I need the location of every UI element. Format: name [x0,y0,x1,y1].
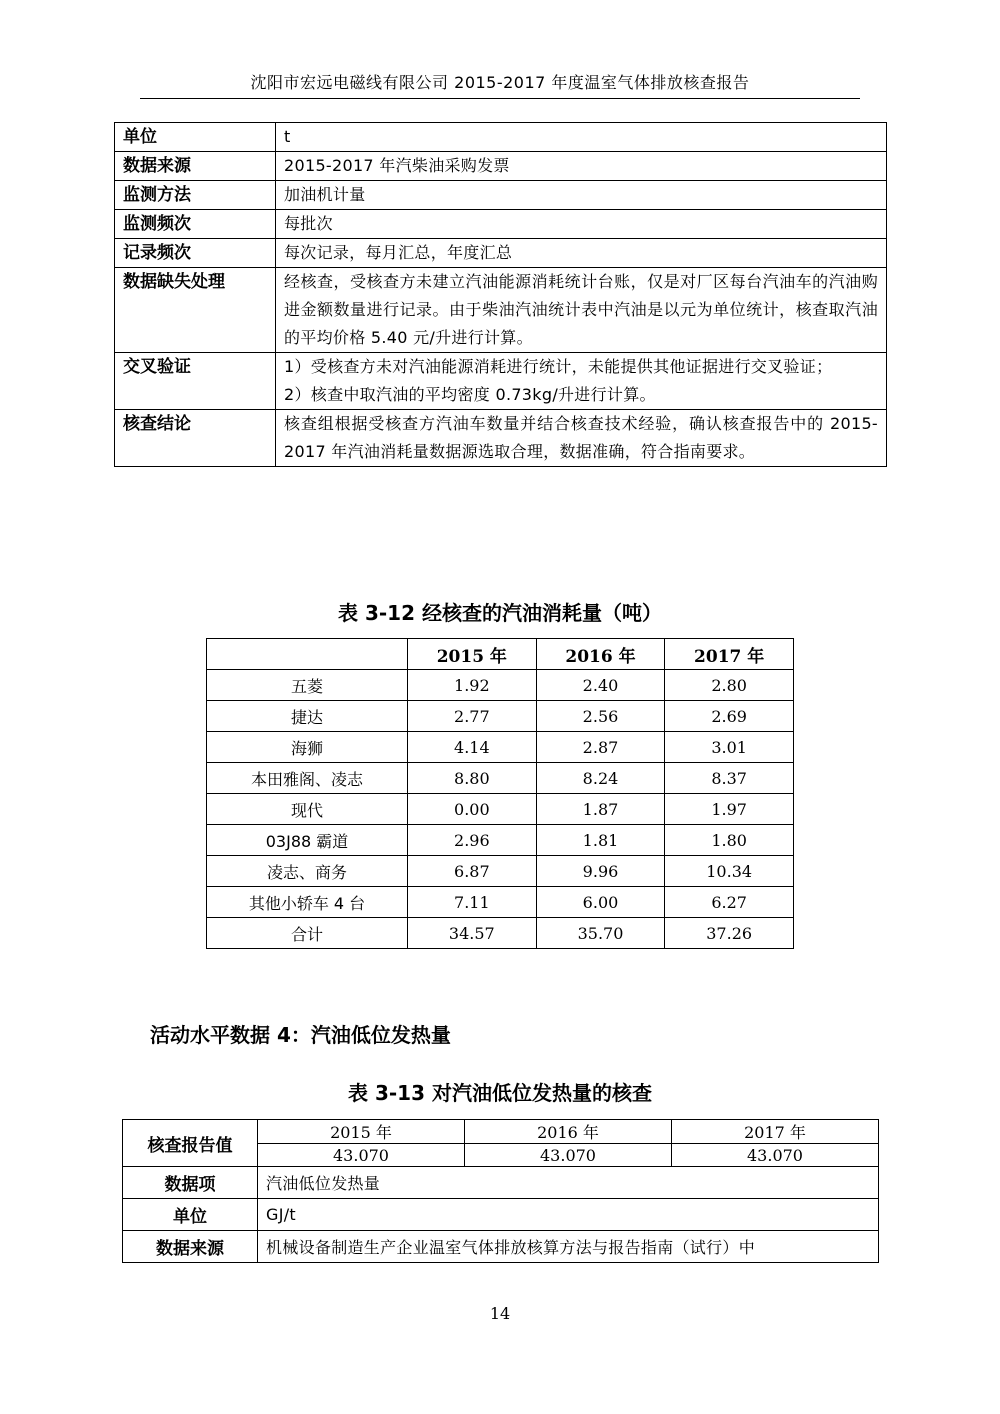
row-value-unit: t [276,123,887,152]
row-label-cross: 交叉验证 [115,353,276,410]
vehicle-name-cell: 五菱 [207,670,408,701]
table-row [207,887,794,918]
row-value-source: 2015-2017 年汽柴油采购发票 [276,152,887,181]
row-value-conclusion: 核查组根据受核查方汽油车数量并结合核查技术经验，确认核查报告中的 2015-2017 年汽油消耗量数据源选取合理，数据准确，符合指南要求。 [276,410,887,467]
cross-line-2: 2）核查中取汽油的平均密度 0.73kg/升进行计算。 [284,385,656,404]
section-title: 活动水平数据 4：汽油低位发热量 [150,1023,451,1047]
cross-line-1: 1）受核查方未对汽油能源消耗进行统计，未能提供其他证据进行交叉验证； [284,357,833,376]
table-caption-3-13: 表 3-13 对汽油低位发热量的核查 [348,1081,652,1105]
table-row [123,1167,879,1199]
vehicle-name-cell: 03J88 霸道 [207,825,408,856]
column-header [207,639,408,670]
table-row [207,825,794,856]
row-label-conclusion: 核查结论 [115,410,276,467]
vehicle-name-cell: 本田雅阁、凌志 [207,763,408,794]
header-rule [140,98,860,99]
vehicle-name-cell: 凌志、商务 [207,856,408,887]
table-row [207,794,794,825]
row-label-source: 数据来源 [123,1231,258,1263]
row-label-item: 数据项 [123,1167,258,1199]
row-label-missing: 数据缺失处理 [115,268,276,353]
year-value: 43.070 [258,1144,465,1167]
table-row [207,763,794,794]
report-value-label: 核查报告值 [123,1120,258,1167]
page-number: 14 [489,1304,511,1323]
row-value-item: 汽油低位发热量 [258,1167,879,1199]
row-value-missing: 经核查，受核查方未建立汽油能源消耗统计台账，仅是对厂区每台汽油车的汽油购进金额数量进行记录。由于柴油汽油统计表中汽油是以元为单位统计，核查取汽油的平均价格 5.40 元/升进行计算。 [276,268,887,353]
row-value-cross [276,353,887,410]
row-value-record: 每次记录，每月汇总，年度汇总 [276,239,887,268]
consumption-cell: 8.24 [536,763,665,794]
data-source-table [114,122,887,467]
table-caption-3-12: 表 3-12 经核查的汽油消耗量（吨） [338,601,662,625]
table-row [207,732,794,763]
year-header: 2016 年 [465,1120,672,1144]
vehicle-name-cell: 其他小轿车 4 台 [207,887,408,918]
column-header: 2016 年 [536,639,665,670]
consumption-cell: 6.87 [408,856,537,887]
consumption-cell: 1.92 [408,670,537,701]
table-row [115,152,887,181]
row-label-source: 数据来源 [115,152,276,181]
consumption-cell: 0.00 [408,794,537,825]
table-row [123,1199,879,1231]
table-row [207,856,794,887]
consumption-cell: 8.80 [408,763,537,794]
table-row [207,918,794,949]
running-header: 沈阳市宏远电磁线有限公司 2015-2017 年度温室气体排放核查报告 [250,73,750,92]
vehicle-name-cell: 合计 [207,918,408,949]
row-label-frequency: 监测频次 [115,210,276,239]
table-body [207,670,794,949]
year-value: 43.070 [465,1144,672,1167]
consumption-cell: 1.87 [536,794,665,825]
table-row [115,210,887,239]
table-row [115,268,887,353]
column-header: 2015 年 [408,639,537,670]
consumption-cell: 10.34 [665,856,794,887]
consumption-cell: 1.81 [536,825,665,856]
table-row [115,239,887,268]
consumption-cell: 4.14 [408,732,537,763]
table-row [115,123,887,152]
consumption-cell: 37.26 [665,918,794,949]
year-header: 2017 年 [672,1120,879,1144]
consumption-cell: 2.40 [536,670,665,701]
consumption-cell: 7.11 [408,887,537,918]
consumption-cell: 2.96 [408,825,537,856]
table-row [115,353,887,410]
table-row [123,1231,879,1263]
consumption-cell: 35.70 [536,918,665,949]
consumption-cell: 1.97 [665,794,794,825]
vehicle-name-cell: 海狮 [207,732,408,763]
vehicle-name-cell: 捷达 [207,701,408,732]
row-value-frequency: 每批次 [276,210,887,239]
column-header: 2017 年 [665,639,794,670]
table-row [207,701,794,732]
consumption-cell: 2.77 [408,701,537,732]
row-value-method: 加油机计量 [276,181,887,210]
row-label-record: 记录频次 [115,239,276,268]
consumption-cell: 2.56 [536,701,665,732]
consumption-cell: 2.69 [665,701,794,732]
consumption-cell: 8.37 [665,763,794,794]
gasoline-consumption-table [206,638,794,949]
heating-value-table [122,1119,879,1263]
consumption-cell: 1.80 [665,825,794,856]
row-value-unit: GJ/t [258,1199,879,1231]
table-row [115,181,887,210]
consumption-cell: 2.87 [536,732,665,763]
consumption-cell: 3.01 [665,732,794,763]
row-value-source: 机械设备制造生产企业温室气体排放核算方法与报告指南（试行）中 [258,1231,879,1263]
table-row [115,410,887,467]
consumption-cell: 34.57 [408,918,537,949]
consumption-cell: 9.96 [536,856,665,887]
row-label-unit: 单位 [115,123,276,152]
row-label-unit: 单位 [123,1199,258,1231]
row-label-method: 监测方法 [115,181,276,210]
year-value: 43.070 [672,1144,879,1167]
consumption-cell: 2.80 [665,670,794,701]
year-header: 2015 年 [258,1120,465,1144]
table-row [207,670,794,701]
table-row [123,1120,879,1144]
vehicle-name-cell: 现代 [207,794,408,825]
consumption-cell: 6.27 [665,887,794,918]
consumption-cell: 6.00 [536,887,665,918]
header-row [207,639,794,670]
